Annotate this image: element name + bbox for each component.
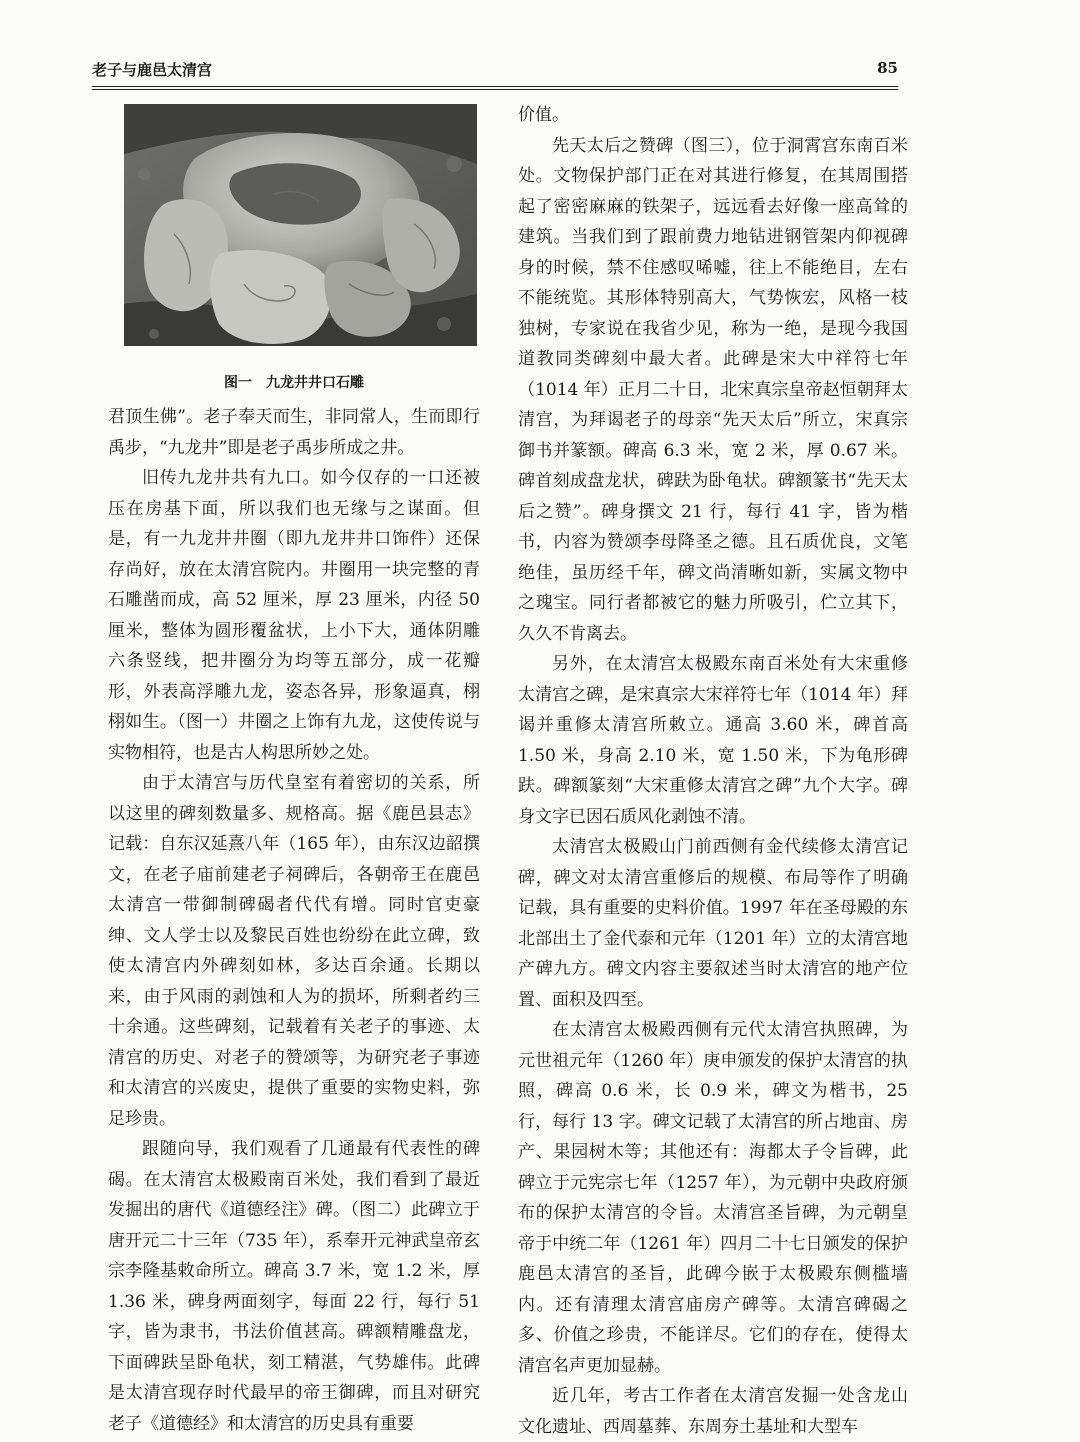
- figure-stone-well-photo: [124, 104, 477, 346]
- paragraph: 在太清宫太极殿西侧有元代太清宫执照碑，为元世祖元年（1260 年）庚申颁发的保护太清宫的执照，碑高 0.6 米，长 0.9 米，碑文为楷书，25 行，每行 13 字。碑文记载了太清宫的所占地亩、房产、果园树木等；其他还有：海都太子令旨碑，此碑立于元宪宗七年（1257 年），为元朝中央政府颁布的保护太清宫的令旨。太清宫圣旨碑，为元朝皇帝于中统二年（1261 年）四月二十七日颁发的保护鹿邑太清宫的圣旨，此碑今嵌于太极殿东侧槛墙内。还有清理太清宫庙房产碑等。太清宫碑碣之多、价值之珍贵，不能详尽。它们的存在，使得太清宫名声更加显赫。: [518, 1020, 908, 1376]
- header-rule-2: [92, 89, 898, 90]
- paragraph: 近几年，考古工作者在太清宫发掘一处含龙山文化遗址、西周墓葬、东周夯土基址和大型车: [518, 1386, 908, 1437]
- left-column-text: [108, 402, 480, 1439]
- paragraph: 旧传九龙井共有九口。如今仅存的一口还被压在房基下面，所以我们也无缘与之谋面。但是，有一九龙井井圈（即九龙井井口饰件）还保存尚好，放在太清宫院内。井圈用一块完整的青石雕凿而成，高 52 厘米，厚 23 厘米，内径 50 厘米，整体为圆形覆盆状，上小下大，通体阴雕六条竖线，把井圈分为均等五部分，成一花瓣形，外表高浮雕九龙，姿态各异，形象逼真，栩栩如生。（图一）井圈之上饰有九龙，这使传说与实物相符，也是古人构思所妙之处。: [108, 468, 480, 763]
- paragraph: 君顶生佛”。老子奉天而生，非同常人，生而即行禹步，“九龙井”即是老子禹步所成之井。: [108, 407, 480, 458]
- paragraph: 先天太后之赞碑（图三），位于洞霄宫东南百米处。文物保护部门正在对其进行修复，在其周围搭起了密密麻麻的铁架子，远远看去好像一座高耸的建筑。当我们到了跟前费力地钻进钢管架内仰视碑身的时候，禁不住感叹唏嘘，往上不能绝目，左右不能统览。其形体特别高大，气势恢宏，风格一枝独树，专家说在我省少见，称为一绝，是现今我国道教同类碑刻中最大者。此碑是宋大中祥符七年（1014 年）正月二十日，北宋真宗皇帝赵恒朝拜太清宫，为拜谒老子的母亲“先天太后”所立，宋真宗御书并篆额。碑高 6.3 米，宽 2 米，厚 0.67 米。碑首刻成盘龙状，碑趺为卧龟状。碑额篆书“先天太后之赞”。碑身撰文 21 行，每行 41 字，皆为楷书，内容为赞颂李母降圣之德。且石质优良，文笔绝佳，虽历经千年，碑文尚清晰如新，实属文物中之瑰宝。同行者都被它的魅力所吸引，伫立其下，久久不肯离去。: [518, 135, 908, 644]
- header-rule: [92, 86, 898, 87]
- paragraph: 太清宫太极殿山门前西侧有金代续修太清宫记碑，碑文对太清宫重修后的规模、布局等作了明确记载，具有重要的史料价值。1997 年在圣母殿的东北部出土了金代泰和元年（1201 年）立的太清宫地产碑九方。碑文内容主要叙述当时太清宫的地产位置、面积及四至。: [518, 837, 908, 1010]
- paragraph: 由于太清宫与历代皇室有着密切的关系，所以这里的碑刻数量多、规格高。据《鹿邑县志》记载：自东汉延熹八年（165 年），由东汉边韶撰文，在老子庙前建老子祠碑后，各朝帝王在鹿邑太清宫一带御制碑碣者代代有增。同时官吏豪绅、文人学士以及黎民百姓也纷纷在此立碑，致使太清宫内外碑刻如林，多达百余通。长期以来，由于风雨的剥蚀和人为的损坏，所剩者约三十余通。这些碑刻，记载着有关老子的事迹、太清宫的历史、对老子的赞颂等，为研究老子事迹和太清宫的兴废史，提供了重要的实物史料，弥足珍贵。: [108, 773, 480, 1129]
- header-title: 老子与鹿邑太清宫: [92, 61, 213, 79]
- paragraph: 价值。: [518, 105, 569, 125]
- paragraph: 跟随向导，我们观看了几通最有代表性的碑碣。在太清宫太极殿南百米处，我们看到了最近发掘出的唐代《道德经注》碑。（图二）此碑立于唐开元二十三年（735 年），系奉开元神武皇帝玄宗李隆基敕命所立。碑高 3.7 米，宽 1.2 米，厚 1.36 米，碑身两面刻字，每面 22 行，每行 51 字，皆为隶书，书法价值甚高。碑额精雕盘龙，下面碑趺呈卧龟状，刻工精湛，气势雄伟。此碑是太清宫现存时代最早的帝王御碑，而且对研究老子《道德经》和太清宫的历史具有重要: [108, 1139, 480, 1434]
- right-column: [518, 100, 908, 1442]
- figure-caption: 图一 九龙井井口石雕: [224, 375, 364, 391]
- running-header: [92, 55, 898, 85]
- paragraph: 另外，在太清宫太极殿东南百米处有大宋重修太清宫之碑，是宋真宗大宋祥符七年（1014 年）拜谒并重修太清宫所敕立。通高 3.60 米，碑首高 1.50 米，身高 2.10 米，宽 1.50 米，下为龟形碑趺。碑额篆刻“大宋重修太清宫之碑”九个大字。碑身文字已因石质风化剥蚀不清。: [518, 654, 908, 827]
- stone-carving-photo: [124, 104, 477, 346]
- page-number: 85: [877, 59, 898, 77]
